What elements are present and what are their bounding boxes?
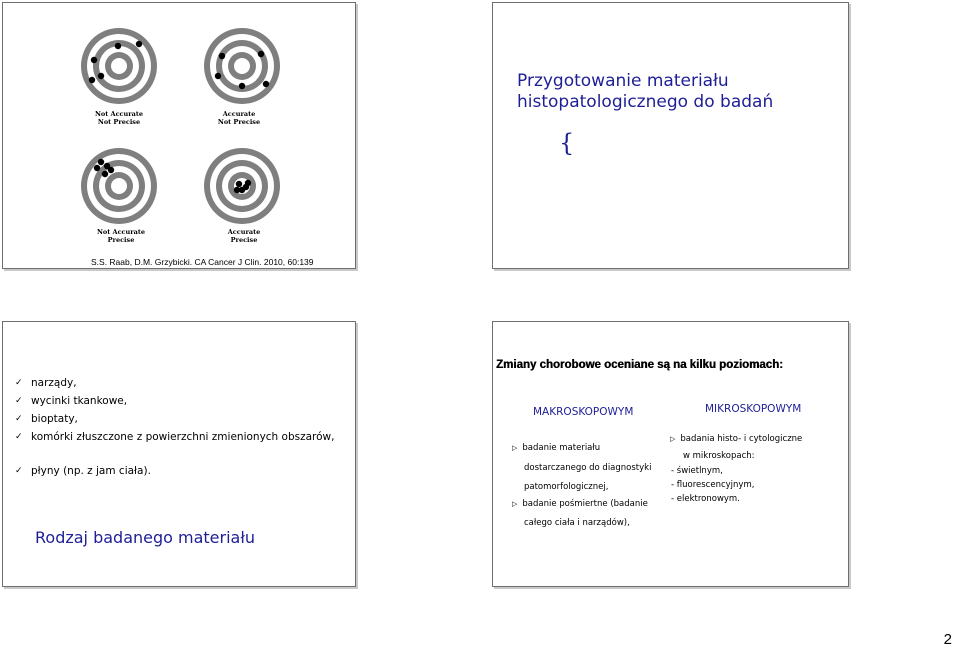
slide-targets [2, 2, 356, 269]
macro-heading: MAKROSKOPOWYM [533, 406, 634, 418]
target-not-accurate-precise [81, 148, 157, 224]
citation: S.S. Raab, D.M. Grzybicki. CA Cancer J Clin. 2010, 60:139 [91, 257, 314, 267]
target-hit [91, 57, 97, 63]
material-list [15, 374, 335, 480]
macro-line: całego ciała i narządów), [524, 518, 630, 528]
micro-line: - fluorescencyjnym, [671, 480, 755, 490]
list-item [15, 428, 335, 446]
list-item-text: płyny (np. z jam ciała). [31, 465, 151, 477]
triangle-bullet-icon: ▷ [670, 435, 676, 443]
micro-line: w mikroskopach: [683, 451, 755, 461]
target-hit [234, 187, 240, 193]
check-icon: ✓ [15, 414, 23, 424]
target-hit [89, 77, 95, 83]
micro-heading: MIKROSKOPOWYM [705, 403, 802, 415]
target-label-3 [86, 228, 156, 244]
triangle-bullet-icon: ▷ [512, 500, 518, 508]
target-label-line: Precise [230, 236, 258, 244]
target-label-1 [84, 110, 154, 126]
micro-line: - świetlnym, [671, 466, 723, 476]
list-item [15, 410, 335, 428]
slide-title-text [517, 71, 837, 113]
list-item [15, 374, 335, 392]
macro-line [512, 443, 600, 453]
target-label-line: Accurate [222, 110, 256, 118]
list-item-text: komórki złuszczone z powierzchni zmienionych obszarów, [31, 431, 335, 443]
slide-material-types [2, 321, 356, 587]
target-label-line: Not Accurate [96, 228, 145, 236]
check-icon: ✓ [15, 378, 23, 388]
target-accurate-not-precise [204, 28, 280, 104]
list-item [15, 462, 335, 480]
macro-line: patomorfologicznej, [524, 482, 609, 492]
page-number: 2 [943, 631, 952, 648]
micro-line: - elektronowym. [671, 494, 740, 504]
target-accurate-precise [204, 148, 280, 224]
micro-line-text: badania histo- i cytologiczne [680, 434, 803, 444]
micro-line [670, 434, 802, 444]
title-line-1: Przygotowanie materiału [517, 71, 729, 91]
check-icon: ✓ [15, 466, 23, 476]
brace-symbol: { [559, 129, 575, 157]
target-hit [258, 51, 264, 57]
target-label-2 [204, 110, 274, 126]
target-label-line: Not Precise [217, 118, 261, 126]
list-item-text: wycinki tkankowe, [31, 395, 128, 407]
title-line-2: histopatologicznego do badań [517, 92, 774, 112]
target-not-accurate-not-precise [81, 28, 157, 104]
target-ring [111, 58, 127, 74]
triangle-bullet-icon: ▷ [512, 444, 518, 452]
targets-figure [3, 3, 356, 253]
target-label-line: Not Precise [97, 118, 141, 126]
target-hit [215, 73, 221, 79]
slide-title [492, 2, 849, 269]
slide-title-text: Zmiany chorobowe oceniane są na kilku poziomach: [496, 359, 783, 371]
target-hit [239, 83, 245, 89]
target-hit [245, 180, 251, 186]
target-hit [236, 181, 242, 187]
target-label-line: Not Accurate [94, 110, 143, 118]
target-hit [94, 165, 100, 171]
macro-line-text: badanie materiału [522, 443, 601, 453]
list-item-text: narządy, [31, 377, 77, 389]
list-item-text: bioptaty, [31, 413, 78, 425]
target-label-4 [209, 228, 279, 244]
target-ring [111, 178, 127, 194]
target-hit [108, 167, 114, 173]
target-hit [219, 53, 225, 59]
check-icon: ✓ [15, 432, 23, 442]
target-hit [102, 171, 108, 177]
target-label-line: Precise [107, 236, 135, 244]
target-hit [115, 43, 121, 49]
target-hit [136, 41, 142, 47]
target-hit [98, 73, 104, 79]
target-hit [98, 159, 104, 165]
target-hit [263, 81, 269, 87]
slide-levels [492, 321, 849, 587]
target-ring [234, 58, 250, 74]
macro-line [512, 499, 648, 509]
macro-line: dostarczanego do diagnostyki [524, 463, 652, 473]
macro-line-text: badanie pośmiertne (badanie [522, 499, 648, 509]
slide-title-text: Rodzaj badanego materiału [35, 528, 256, 547]
check-icon: ✓ [15, 396, 23, 406]
list-item [15, 392, 335, 410]
target-label-line: Accurate [227, 228, 261, 236]
